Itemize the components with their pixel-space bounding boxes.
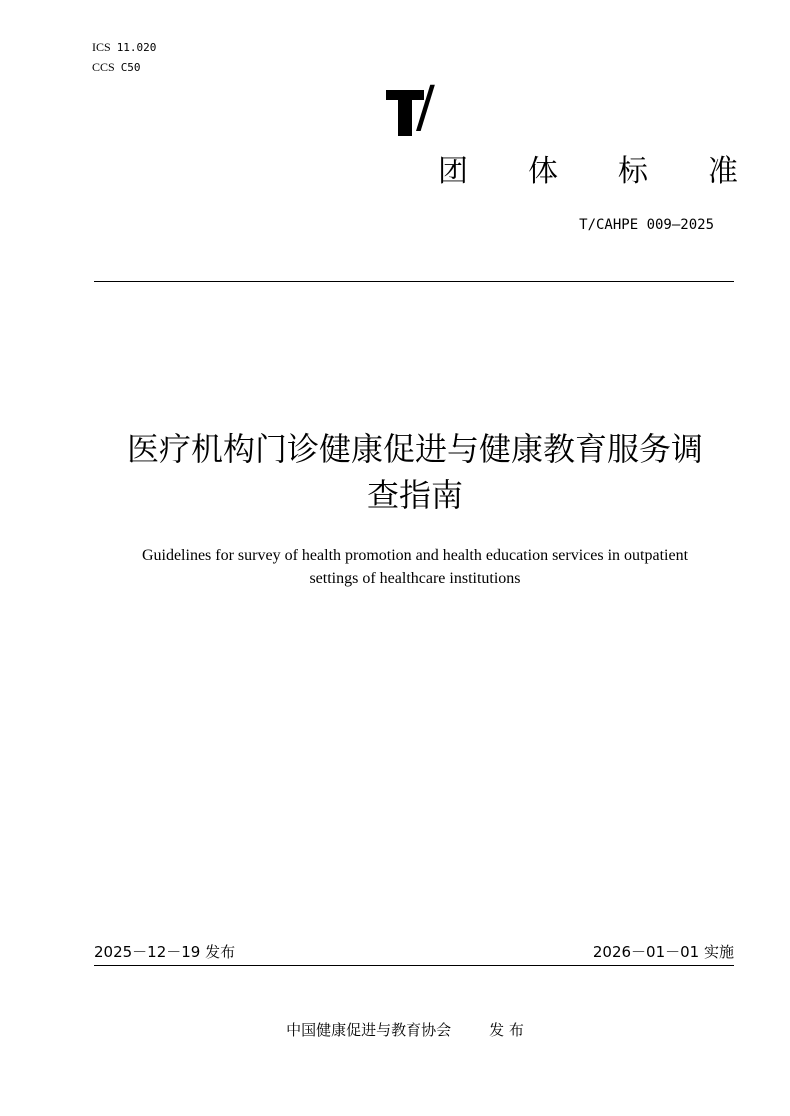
footer-divider xyxy=(94,965,734,966)
ics-label: ICS xyxy=(92,40,111,54)
standard-logo xyxy=(386,75,466,142)
standard-code: T/CAHPE 009—2025 xyxy=(579,217,714,233)
ics-value: 11.020 xyxy=(116,41,157,54)
ccs-label: CCS xyxy=(92,60,115,74)
title-english xyxy=(80,544,750,590)
implementation-date: 2026－01－01 实施 xyxy=(592,943,734,961)
standard-type-char: 团 xyxy=(438,154,468,189)
ccs-value: C50 xyxy=(120,61,141,74)
ics-code xyxy=(92,40,156,55)
standard-type xyxy=(438,150,738,194)
logo-t-stem xyxy=(398,90,412,136)
publisher-action: 发 布 xyxy=(489,1021,524,1039)
standard-type-char: 准 xyxy=(708,154,738,189)
standard-type-char: 标 xyxy=(618,154,648,189)
publisher-line xyxy=(0,1018,790,1042)
standard-type-char: 体 xyxy=(528,154,558,189)
header-divider xyxy=(94,281,734,282)
logo-slash: / xyxy=(416,75,435,140)
title-chinese-line-2: 查指南 xyxy=(366,476,463,514)
title-chinese xyxy=(80,426,750,518)
issue-date: 2025－12－19 发布 xyxy=(94,943,236,961)
title-english-line-1: Guidelines for survey of health promotion and health education services in outpatient xyxy=(141,547,689,564)
ccs-code xyxy=(92,60,141,75)
title-english-line-2: settings of healthcare institutions xyxy=(309,570,521,587)
title-chinese-line-1: 医疗机构门诊健康促进与健康教育服务调 xyxy=(126,430,703,468)
publisher-name: 中国健康促进与教育协会 xyxy=(286,1021,452,1039)
